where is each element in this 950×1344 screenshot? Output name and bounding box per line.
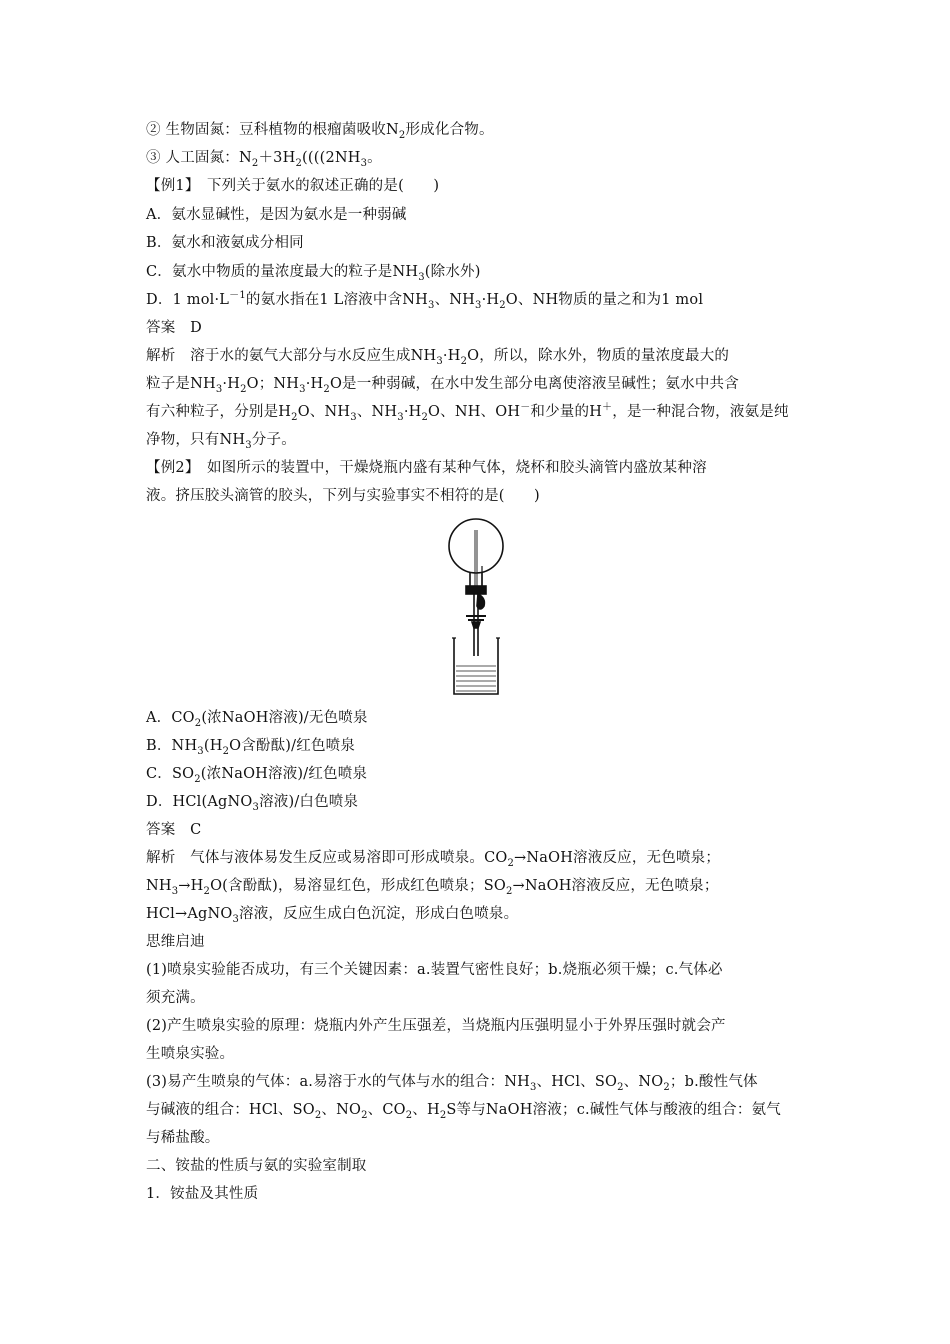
option-b: B．氨水和液氨成分相同 bbox=[146, 235, 304, 251]
answer-line: 答案 C bbox=[146, 822, 202, 838]
liquid-lines bbox=[456, 666, 496, 691]
text-line: ③ 人工固氮：$N_2+3H_2((((2NH_3$。 bbox=[146, 150, 382, 169]
subscript: 3 bbox=[475, 299, 482, 311]
analysis-line: $NH_3\to H_2O$(含酚酞)，易溶显红色，形成红色喷泉；$SO_2\to NaOH$溶液反应，无色喷泉； bbox=[146, 878, 719, 897]
subscript: 2 bbox=[617, 1081, 624, 1093]
subscript: 3 bbox=[215, 383, 223, 395]
option-b: B．$NH_3(H_2O$含酚酞)/红色喷泉 bbox=[146, 738, 356, 757]
example-2-text: 液。挤压胶头滴管的胶头，下列与实验事实不相符的是( ) bbox=[146, 488, 540, 504]
example-2-heading: 【例2】 如图所示的装置中，干燥烧瓶内盛有某种气体，烧杯和胶头滴管内盛放某种溶 bbox=[146, 460, 707, 476]
subscript: 2 bbox=[460, 355, 468, 367]
analysis-line: 有六种粒子，分别是$H_2O$、$NH_3$、$NH_3\cdot H_2O$、NH、OH－和少量的H＋，是一种混合物，液氨是纯 bbox=[146, 402, 789, 423]
subscript: 3 bbox=[245, 439, 252, 451]
subscript: 2 bbox=[291, 411, 298, 423]
subscript: 3 bbox=[197, 745, 204, 757]
tip-line: (3)易产生喷泉的气体：a.易溶于水的气体与水的组合：$NH_3$、HCl、$SO_2$、$NO_2$；b.酸性气体 bbox=[146, 1074, 758, 1093]
option-d: D．1 $mol\cdot L^{-1}$的氨水指在1 L溶液中含$NH_3$、$NH_3\cdot H_2O$、NH物质的量之和为1 mol bbox=[146, 290, 704, 311]
subscript: 3 bbox=[232, 913, 240, 925]
flask-neck bbox=[470, 572, 482, 586]
analysis-line: HCl→AgNO$_3$溶液，反应生成白色沉淀，形成白色喷泉。 bbox=[146, 906, 519, 925]
analysis-line: 解析 溶于水的氨气大部分与水反应生成$NH_3\cdot H_2O$，所以，除水外，物质的量浓度最大的 bbox=[146, 348, 730, 367]
flask-bulb bbox=[449, 519, 503, 573]
subscript: 3 bbox=[397, 411, 404, 423]
section-heading: 二、铵盐的性质与氨的实验室制取 bbox=[146, 1158, 367, 1174]
section-label: 思维启迪 bbox=[146, 934, 205, 950]
tip-line: 须充满。 bbox=[146, 990, 205, 1006]
subscript: 3 bbox=[252, 801, 260, 813]
inner-tube bbox=[475, 530, 477, 586]
option-c: C．氨水中物质的量浓度最大的粒子是$NH_3$(除水外) bbox=[146, 264, 481, 283]
subsection-heading: 1．铵盐及其性质 bbox=[146, 1186, 259, 1202]
analysis-line: 解析 气体与液体易发生反应或易溶即可形成喷泉。$CO_2\to NaOH$溶液反应，无色喷泉； bbox=[146, 850, 721, 869]
clamp bbox=[466, 616, 486, 620]
subscript: 2 bbox=[405, 1109, 413, 1121]
tip-line: (1)喷泉实验能否成功，有三个关键因素：a.装置气密性良好；b.烧瓶必须干燥；c.气体必 bbox=[146, 962, 723, 978]
tip-line: 与碱液的组合：HCl、$SO_2$、$NO_2$、$CO_2$、$H_2S$等与NaOH溶液；c.碱性气体与酸液的组合：氨气 bbox=[146, 1102, 781, 1121]
tip-line: (2)产生喷泉实验的原理：烧瓶内外产生压强差，当烧瓶内压强明显小于外界压强时就会产 bbox=[146, 1018, 726, 1034]
subscript: 3 bbox=[360, 157, 368, 169]
subscript: 2 bbox=[314, 1109, 322, 1121]
subscript: 2 bbox=[194, 773, 201, 785]
subscript: 3 bbox=[418, 271, 425, 283]
fountain-apparatus-figure bbox=[440, 516, 512, 698]
superscript: －1 bbox=[229, 290, 246, 302]
subscript: 2 bbox=[323, 383, 330, 395]
subscript: 2 bbox=[507, 857, 515, 869]
subscript: 2 bbox=[240, 383, 247, 395]
superscript: ＋ bbox=[602, 402, 613, 414]
subscript: 2 bbox=[663, 1081, 670, 1093]
option-a: A．氨水显碱性，是因为氨水是一种弱碱 bbox=[146, 207, 407, 223]
analysis-line: 粒子是$NH_3\cdot H_2O$；$NH_3\cdot H_2O$是一种弱碱，在水中发生部分电离使溶液呈碱性；氨水中共含 bbox=[146, 376, 739, 395]
option-c: C．$SO_2$(浓NaOH溶液)/红色喷泉 bbox=[146, 766, 368, 785]
subscript: 2 bbox=[295, 157, 303, 169]
clamp-knob bbox=[472, 622, 480, 628]
subscript: 2 bbox=[194, 717, 202, 729]
subscript: 2 bbox=[361, 1109, 368, 1121]
subscript: 3 bbox=[171, 885, 179, 897]
tip-line: 与稀盐酸。 bbox=[146, 1130, 220, 1146]
subscript: 3 bbox=[299, 383, 306, 395]
dropper-bulb bbox=[477, 594, 484, 609]
answer-line: 答案 D bbox=[146, 320, 202, 336]
subscript: 3 bbox=[529, 1081, 537, 1093]
example-1-heading: 【例1】 下列关于氨水的叙述正确的是( ) bbox=[146, 178, 440, 194]
tip-line: 生喷泉实验。 bbox=[146, 1046, 235, 1062]
subscript: 2 bbox=[505, 885, 513, 897]
superscript: － bbox=[520, 402, 531, 414]
subscript: 3 bbox=[428, 299, 435, 311]
subscript: 2 bbox=[439, 1109, 447, 1121]
subscript: 3 bbox=[350, 411, 357, 423]
subscript: 2 bbox=[398, 129, 406, 141]
subscript: 2 bbox=[222, 745, 230, 757]
text-line: ② 生物固氮：豆科植物的根瘤菌吸收$N_2$形成化合物。 bbox=[146, 122, 494, 141]
stopper bbox=[466, 586, 486, 594]
subscript: 2 bbox=[251, 157, 259, 169]
option-d: D．HCl(AgNO$_3$溶液)/白色喷泉 bbox=[146, 794, 359, 813]
option-a: A．$CO_2$(浓NaOH溶液)/无色喷泉 bbox=[146, 710, 368, 729]
subscript: 2 bbox=[421, 411, 429, 423]
analysis-line: 净物，只有$NH_3$分子。 bbox=[146, 432, 296, 451]
subscript: 2 bbox=[203, 885, 211, 897]
subscript: 2 bbox=[499, 299, 506, 311]
subscript: 3 bbox=[436, 355, 443, 367]
